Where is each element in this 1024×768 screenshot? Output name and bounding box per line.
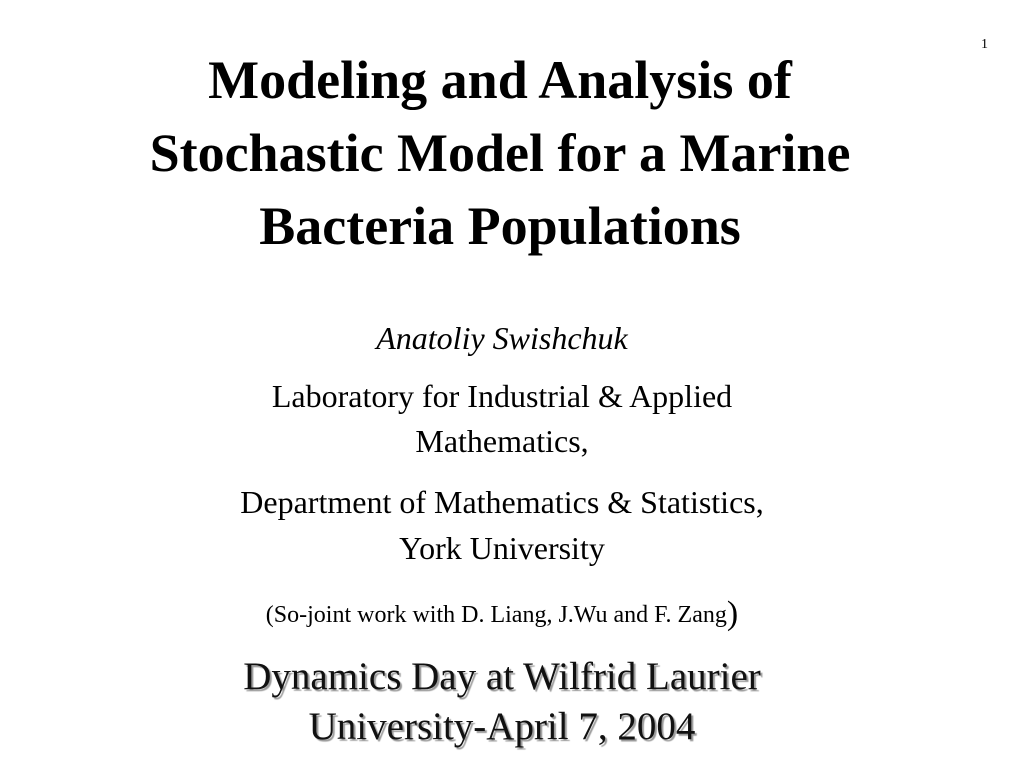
author-name: Anatoliy Swishchuk xyxy=(376,320,628,356)
title-line: Modeling and Analysis of xyxy=(208,50,792,110)
event-info xyxy=(60,652,944,752)
affiliation-line: York University xyxy=(399,530,605,566)
joint-work-note xyxy=(60,594,944,635)
event-line: Dynamics Day at Wilfrid Laurier xyxy=(243,655,761,698)
joint-work-text: (So-joint work with D. Liang, J.Wu and F. Zang xyxy=(265,602,727,628)
title-line: Bacteria Populations xyxy=(259,196,741,256)
affiliation-line: Mathematics, xyxy=(415,423,589,459)
affiliation-line: Laboratory for Industrial & Applied xyxy=(271,378,733,414)
affiliation-department xyxy=(60,479,944,571)
slide-title xyxy=(40,44,960,263)
affiliation-lab xyxy=(60,374,944,464)
event-line: University-April 7, 2004 xyxy=(308,705,696,748)
title-line: Stochastic Model for a Marine xyxy=(149,123,851,183)
joint-work-closing-paren: ) xyxy=(726,595,739,632)
affiliation-line: Department of Mathematics & Statistics, xyxy=(240,484,764,520)
page-number: 1 xyxy=(981,37,988,52)
